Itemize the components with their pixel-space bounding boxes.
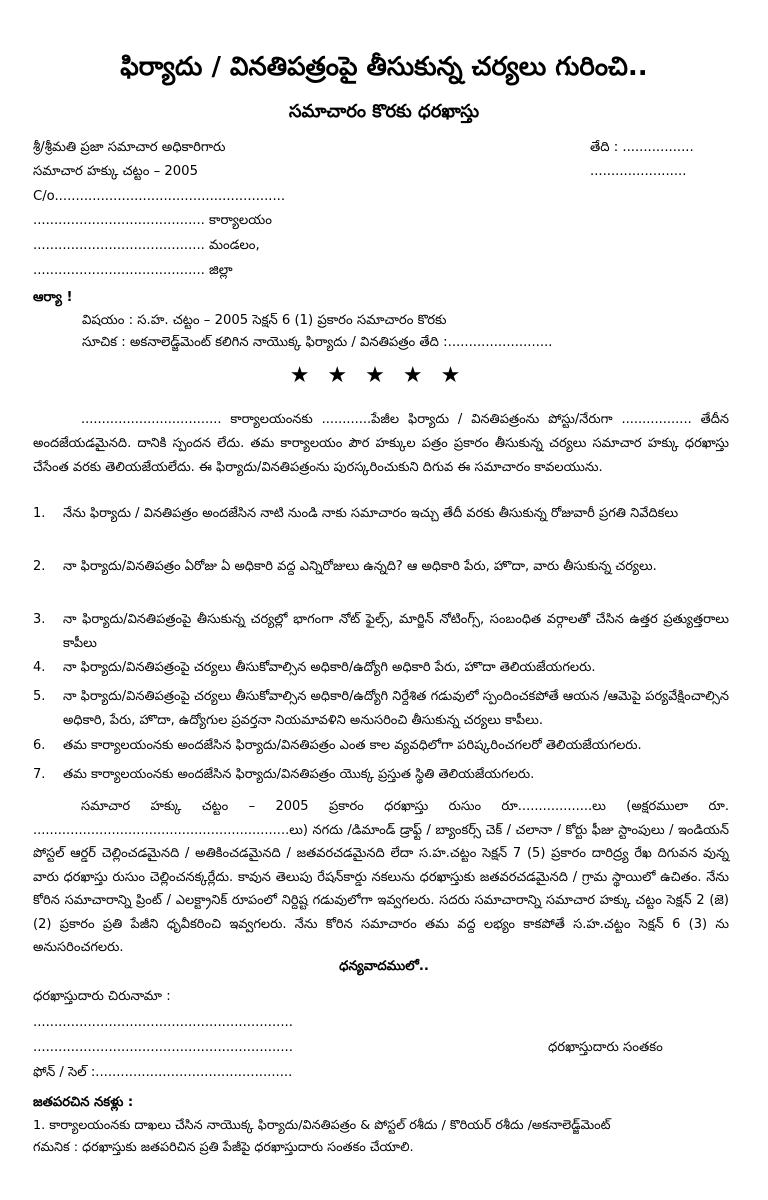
item-number: 3. <box>33 612 46 627</box>
footer-note: గమనిక : ధరఖాస్తుకు జతపరిచిన ప్రతి పేజీపై ధరఖాస్తుదారు సంతకం చేయాలి. <box>33 1140 414 1155</box>
form-title: ఫిర్యాదు / వినతిపత్రంపై తీసుకున్న చర్యలు గురించి.. <box>120 52 648 82</box>
item-text: తమ కార్యాలయంనకు అందజేసిన ఫిర్యాదు/వినతిపత్రం యొక్క ప్రస్తుత స్థితి తెలియజేయగలరు. <box>63 767 535 782</box>
addressee-line-6: ......................................... జిల్లా <box>33 263 233 278</box>
item-number: 5. <box>33 689 46 704</box>
form-subtitle: సమాచారం కొరకు ధరఖాస్తు <box>288 101 480 122</box>
intro-paragraph: .................................. కార్యాలయంనకు ............పేజీల ఫిర్యాదు / వినతిపత్రంను పోస్టు/నేరుగా ................. తేదీన అందజేయడమైనది. దానికి స్పందన లేదు. తమ కార్యాలయం పౌర హక్కుల పత్రం ప్రకారం తీసుకున్న చర్యలు సమాచార హక్కు ధరఖాస్తు చేసేంత వరకు తెలియజేయలేదు. ఈ ఫిర్యాదు/వినతిపత్రంను పురస్కరించుకుని దిగువ ఈ సమాచారం కావలయును. <box>33 412 729 475</box>
date-label: తేది : ................. <box>590 140 694 155</box>
request-item <box>33 734 729 758</box>
addressee-line-1: శ్రీ/శ్రీమతి ప్రజా సమాచార అధికారిగారు <box>33 140 226 155</box>
request-item <box>33 555 729 579</box>
salutation: ఆర్యా ! <box>33 290 73 305</box>
addressee-line-5: ......................................... మండలం, <box>33 238 260 253</box>
enclosure-item: 1. కార్యాలయంనకు దాఖలు చేసిన నాయొక్క ఫిర్యాదు/వినతిపత్రం & పోస్టల్ రశీదు / కొరియర్ రశీదు /అకనాలెడ్జ్‌మెంట్ <box>33 1118 611 1133</box>
item-text: తమ కార్యాలయంనకు అందజేసిన ఫిర్యాదు/వినతిపత్రం ఎంత కాల వ్యవధిలోగా పరిష్కరించగలరో తెలియజేయగలరు. <box>63 738 642 753</box>
request-item <box>33 656 729 680</box>
reference-line: సూచిక : అకనాలెడ్జ్‌మెంట్ కలిగిన నాయొక్క ఫిర్యాదు / వినతిపత్రం తేది :......................... <box>82 335 553 350</box>
request-item <box>33 763 729 787</box>
thanks-line: ధన్యవాదములో.. <box>339 959 429 974</box>
item-number: 2. <box>33 559 46 574</box>
request-item <box>33 685 729 733</box>
fee-paragraph: సమాచార హక్కు చట్టం – 2005 ప్రకారం ధరఖాస్తు రుసుం రూ..................లు (అక్షరములా రూ. ..............................................................లు) నగదు /డిమాండ్ డ్రాఫ్ట్ / బ్యాంకర్స్ చెక్ / చలానా / కోర్టు ఫీజు స్టాంపులు / ఇండియన్ పోస్టల్ ఆర్డర్ చెల్లించడమైనది / అతికించడమైనది / జతవరచడమైనది లేదా స.హ.చట్టం సెక్షన్ 7 (5) ప్రకారం దారిద్ర్య రేఖ దిగువన వున్న వారు ధరఖాస్తు రుసుం చెల్లించనక్కర్లేదు. కావున తెలుపు రేషన్‌కార్డు నకలును ధరఖాస్తుకు జతవరచడమైనది / గ్రామ స్థాయిలో ఉచితం. నేను కోరిన సమాచారాన్ని ప్రింట్ / ఎలక్ట్రానిక్ రూపంలో నిర్దిష్ట గడువులోగా ఇవ్వగలరు. సదరు సమాచారాన్ని సమాచార హక్కు చట్టం సెక్షన్ 2 (జె) (2) ప్రకారం ప్రతి పేజీని ధృవీకరించి ఇవ్వగలరు. నేను కోరిన సమాచారం తమ వద్ద లభ్యం కాకపోతే స.హ.చట్టం సెక్షన్ 6 (3) ను అనుసరించగలరు. <box>33 799 729 955</box>
date-blank-line: ....................... <box>590 164 687 179</box>
applicant-address-line-2: .............................................................. <box>33 1040 293 1055</box>
request-item <box>33 608 729 656</box>
applicant-address-line-1: .............................................................. <box>33 1015 293 1030</box>
applicant-signature-label: ధరఖాస్తుదారు సంతకం <box>548 1040 663 1055</box>
applicant-address-label: ధరఖాస్తుదారు చిరునామా : <box>33 989 171 1004</box>
item-number: 1. <box>33 506 46 521</box>
addressee-line-2: సమాచార హక్కు చట్టం – 2005 <box>33 164 198 179</box>
request-item <box>33 502 729 526</box>
item-number: 4. <box>33 660 46 675</box>
item-text: నా ఫిర్యాదు/వినతిపత్రంపై చర్యలు తీసుకోవాల్సిన అధికారి/ఉద్యోగి అధికారి పేరు, హొదా తెలియజేయగలరు. <box>63 660 596 675</box>
item-number: 6. <box>33 738 46 753</box>
item-number: 7. <box>33 767 46 782</box>
subject-line: విషయం : స.హ. చట్టం – 2005 సెక్షన్ 6 (1) ప్రకారం సమాచారం కొరకు <box>82 313 447 328</box>
addressee-line-4: ......................................... కార్యాలయం <box>33 213 272 228</box>
addressee-line-3: C/o....................................................... <box>33 189 286 204</box>
applicant-phone-label: ఫోన్ / సెల్ :............................................... <box>33 1065 293 1080</box>
item-text: నా ఫిర్యాదు/వినతిపత్రంపై తీసుకున్న చర్యల్లో భాగంగా నోట్ ఫైల్స్, మార్జిన్ నోటింగ్స్, సంబంధిత వర్గాలతో చేసిన ఉత్తర ప్రత్యుత్తరాలు కాపీలు <box>63 612 729 651</box>
enclosures-heading: జతపరచిన నకళ్లు : <box>33 1095 134 1110</box>
item-text: నా ఫిర్యాదు/వినతిపత్రం ఏరోజు ఏ అధికారి వద్ద ఎన్నిరోజులు ఉన్నది? ఆ అధికారి పేరు, హొదా, వారు తీసుకున్న చర్యలు. <box>63 559 657 574</box>
item-text: నా ఫిర్యాదు/వినతిపత్రంపై చర్యలు తీసుకోవాల్సిన అధికారి/ఉద్యోగి నిర్దేశిత గడువులో స్పందించకపోతే ఆయన /ఆమెపై పర్యవేక్షించాల్సిన అధికారి, పేరు, హొదా, ఉద్యోగుల ప్రవర్తనా నియమావళిని అనుసరించి తీసుకున్న చర్యలు కాపీలు. <box>63 689 729 728</box>
item-text: నేను ఫిర్యాదు / వినతిపత్రం అందజేసిన నాటి నుండి నాకు సమాచారం ఇచ్చు తేదీ వరకు తీసుకున్న రోజువారీ ప్రగతి నివేదికలు <box>63 506 679 521</box>
star-divider: ★★★★★ <box>289 363 479 388</box>
